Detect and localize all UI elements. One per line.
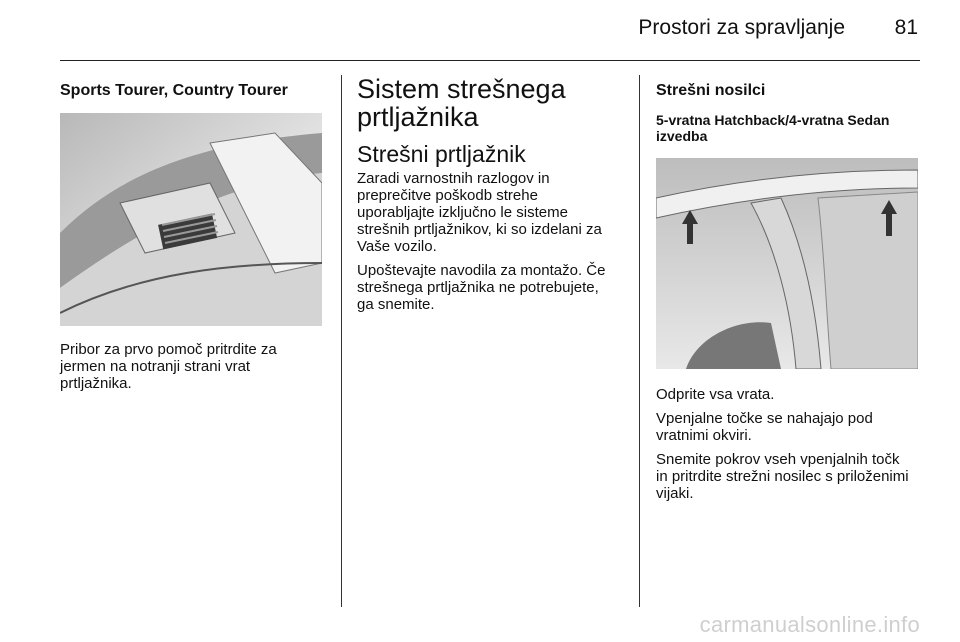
title-line: Sistem strešnega	[357, 74, 566, 104]
caption-line: prtljažnika.	[60, 375, 132, 392]
column-divider-left	[341, 75, 342, 607]
text-line: uporabljajte izključno le sisteme	[357, 204, 568, 221]
header-rule	[60, 60, 920, 61]
header-title: Prostori za spravljanje	[638, 16, 845, 39]
text-line: Zaradi varnostnih razlogov in	[357, 170, 550, 187]
caption-line: jermen na notranji strani vrat	[60, 358, 251, 375]
caption-line: Pribor za prvo pomoč pritrdite za	[60, 341, 277, 358]
text-line: strešnih prtljažnikov, ki so izdelani za	[357, 221, 602, 238]
paragraph-open-doors: Odprite vsa vrata.	[656, 386, 775, 403]
text-line: Snemite pokrov vseh vpenjalnih točk	[656, 451, 900, 468]
section-heading-sports-tourer: Sports Tourer, Country Tourer	[60, 82, 288, 99]
column-1	[60, 75, 328, 392]
watermark: carmanualsonline.info	[699, 612, 920, 637]
text-line: vijaki.	[656, 485, 694, 502]
text-line: preprečitve poškodb strehe	[357, 187, 538, 204]
text-line: vratnimi okviri.	[656, 427, 752, 444]
page-section-title	[357, 75, 625, 131]
text-line: Vpenjalne točke se nahajajo pod	[656, 410, 873, 427]
variant-line: izvedba	[656, 128, 708, 144]
text-line: Vaše vozilo.	[357, 238, 437, 255]
column-3	[656, 75, 924, 502]
text-line: strešnega prtljažnika ne potrebujete,	[357, 279, 599, 296]
first-aid-caption	[60, 341, 328, 392]
paragraph-instructions	[357, 262, 625, 313]
section-heading-roof-racks: Strešni nosilci	[656, 82, 766, 99]
roof-rack-figure	[656, 158, 918, 369]
title-line: prtljažnika	[357, 102, 479, 132]
first-aid-kit-figure	[60, 113, 322, 326]
column-2	[357, 75, 625, 313]
column-divider-right	[639, 75, 640, 607]
variant-line: 5-vratna Hatchback/4-vratna Sedan	[656, 112, 890, 128]
paragraph-safety	[357, 170, 625, 255]
variant-heading	[656, 112, 924, 144]
paragraph-remove-covers	[656, 451, 924, 502]
text-line: ga snemite.	[357, 296, 435, 313]
subsection-title: Strešni prtljažnik	[357, 141, 526, 167]
page-number: 81	[894, 16, 918, 39]
paragraph-mount-points	[656, 410, 924, 444]
text-line: in pritrdite strežni nosilec s priloženimi	[656, 468, 909, 485]
text-line: Upoštevajte navodila za montažo. Če	[357, 262, 606, 279]
